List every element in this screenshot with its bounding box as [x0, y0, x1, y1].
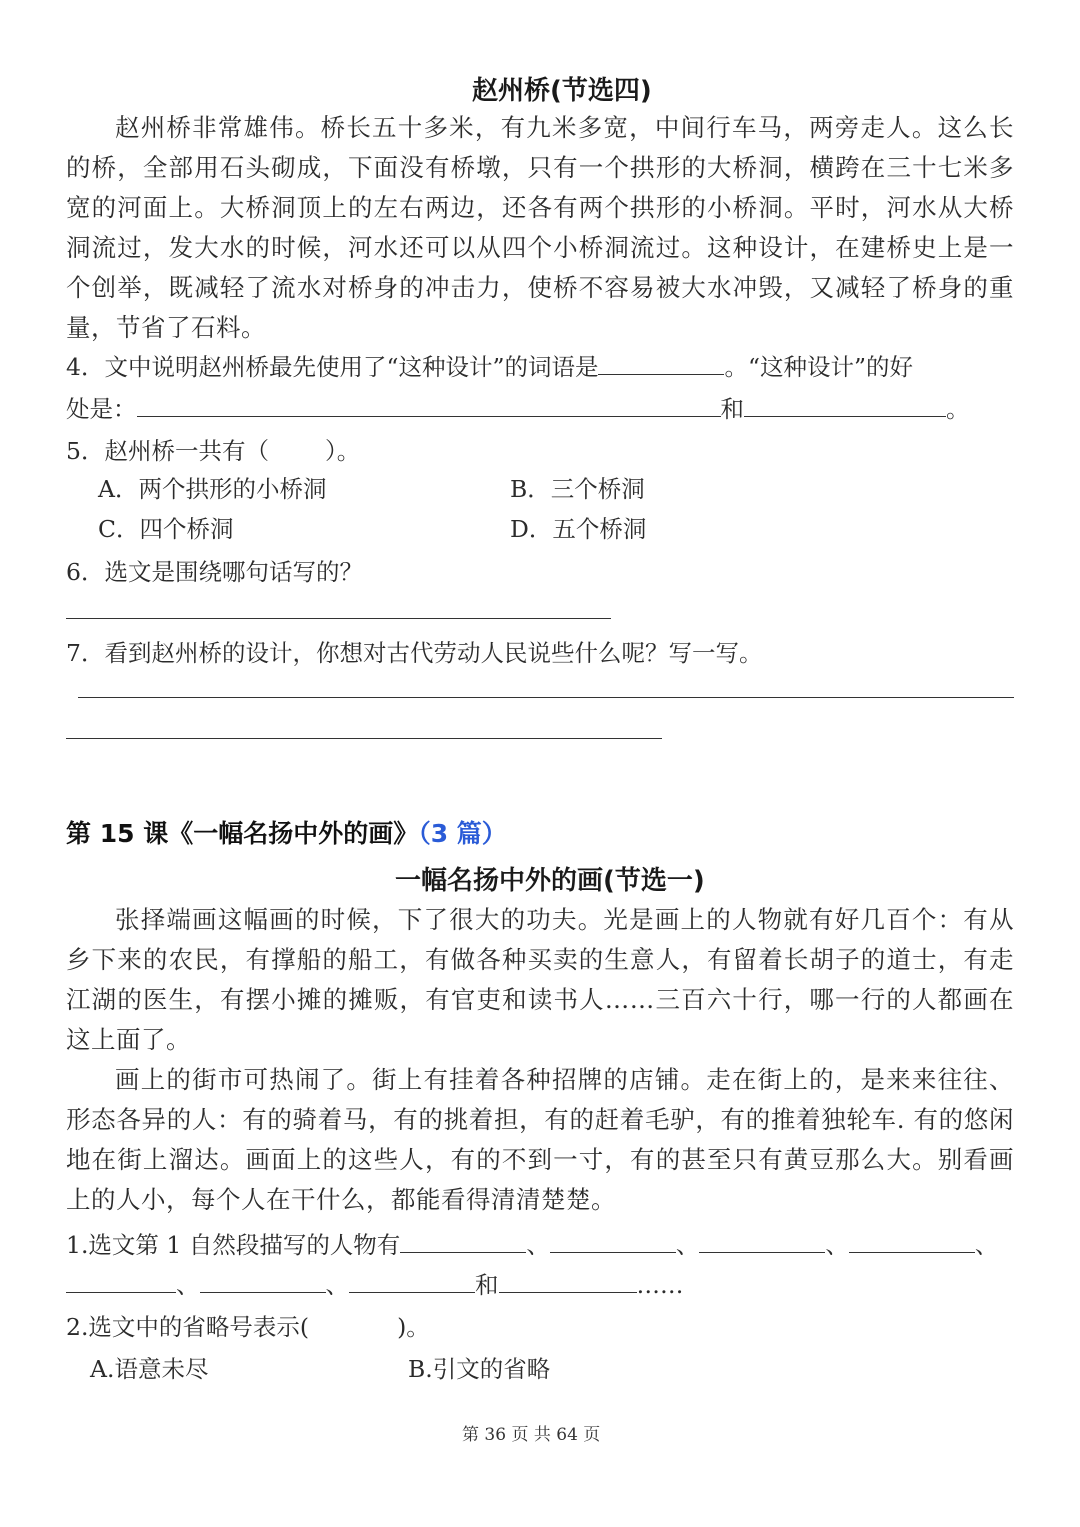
answer-blank[interactable] [849, 1230, 975, 1253]
section-title: 一幅名扬中外的画(节选一) [395, 866, 705, 896]
separator: 、 [675, 1231, 700, 1259]
question-5 [66, 432, 360, 466]
question-7: 7．看到赵州桥的设计，你想对古代劳动人民说些什么呢？写一写。 [66, 639, 763, 667]
separator: 、 [325, 1271, 349, 1299]
answer-line[interactable] [78, 697, 1014, 698]
option-b[interactable]: B.引文的省略 [408, 1355, 551, 1383]
question-4-text: 。“这种设计”的好 [724, 353, 914, 381]
separator: 、 [176, 1271, 200, 1299]
option-c[interactable]: C．四个桥洞 [98, 515, 234, 543]
question-4-text: 4．文中说明赵州桥最先使用了“这种设计”的词语是 [66, 353, 599, 381]
option-b[interactable]: B．三个桥洞 [510, 475, 645, 503]
question-4-text: 。 [946, 395, 970, 423]
separator: 、 [825, 1231, 849, 1259]
section-title: 赵州桥(节选四) [472, 76, 652, 106]
answer-blank[interactable] [699, 1230, 825, 1253]
question-4-text: 和 [720, 395, 744, 423]
passage-paragraph: 画上的街市可热闹了。街上有挂着各种招牌的店铺。走在街上的，是来来往往、形态各异的人：有的骑着马，有的挑着担，有的赶着毛驴，有的推着独轮车. 有的悠闲地在街上溜达。画面上的这些人，有的不到一寸，有的甚至只有黄豆那么大。别看画上的人小，每个人在干什么，都能看得清清楚楚。 [66, 1065, 1014, 1214]
answer-blank[interactable] [200, 1270, 326, 1293]
separator: 、 [526, 1231, 550, 1259]
question-2 [66, 1308, 430, 1342]
question-2-text: )。 [397, 1313, 430, 1341]
passage-paragraph: 张择端画这幅画的时候，下了很大的功夫。光是画上的人物就有好几百个：有从乡下来的农民，有撑船的船工，有做各种买卖的生意人，有留着长胡子的道士，有走江湖的医生，有摆小摊的摊贩，有官吏和读书人……三百六十行，哪一行的人都画在这上面了。 [66, 905, 1014, 1054]
question-2-text: 2.选文中的省略号表示( [66, 1313, 310, 1341]
passage-paragraph: 赵州桥非常雄伟。桥长五十多米，有九米多宽，中间行车马，两旁走人。这么长的桥，全部用石头砌成，下面没有桥墩，只有一个拱形的大桥洞，横跨在三十七米多宽的河面上。大桥洞顶上的左右两边，还各有两个拱形的小桥洞。平时，河水从大桥洞流过，发大水的时候，河水还可以从四个小桥洞流过。这种设计，在建桥史上是一个创举，既减轻了流水对桥身的冲击力，使桥不容易被大水冲毁，又减轻了桥身的重量，节省了石料。 [66, 113, 1014, 342]
answer-blank[interactable] [499, 1270, 637, 1293]
answer-blank[interactable] [550, 1230, 676, 1253]
option-a[interactable]: A．两个拱形的小桥洞 [98, 475, 327, 503]
answer-blank[interactable] [66, 1270, 176, 1293]
question-5-text: 5．赵州桥一共有（ [66, 437, 269, 465]
separator: 、 [974, 1231, 999, 1259]
question-5-text: ）。 [324, 437, 361, 465]
answer-blank[interactable] [598, 352, 724, 375]
connector: 和 [475, 1271, 499, 1299]
option-a[interactable]: A.语意未尽 [90, 1355, 209, 1383]
question-4 [66, 348, 913, 382]
option-d[interactable]: D．五个桥洞 [510, 515, 647, 543]
answer-blank[interactable] [744, 394, 946, 417]
answer-blank[interactable] [137, 394, 721, 417]
question-1-text: 1.选文第 1 自然段描写的人物有 [66, 1231, 401, 1259]
question-4-text: 处是： [66, 395, 137, 423]
question-1-line2 [66, 1266, 684, 1300]
answer-blank[interactable] [400, 1230, 526, 1253]
answer-blank[interactable] [349, 1270, 475, 1293]
question-4-line2 [66, 390, 970, 424]
question-6: 6．选文是围绕哪句话写的？ [66, 558, 363, 586]
page-footer: 第 36 页 共 64 页 [462, 1425, 601, 1445]
lesson-count: （3 篇） [418, 819, 507, 848]
question-1 [66, 1226, 998, 1260]
lesson-title: 第 15 课《一幅名扬中外的画》 [66, 819, 419, 848]
lesson-heading [66, 814, 507, 850]
answer-line[interactable] [66, 618, 611, 619]
answer-line[interactable] [66, 738, 662, 739]
ellipsis: …… [636, 1271, 684, 1299]
